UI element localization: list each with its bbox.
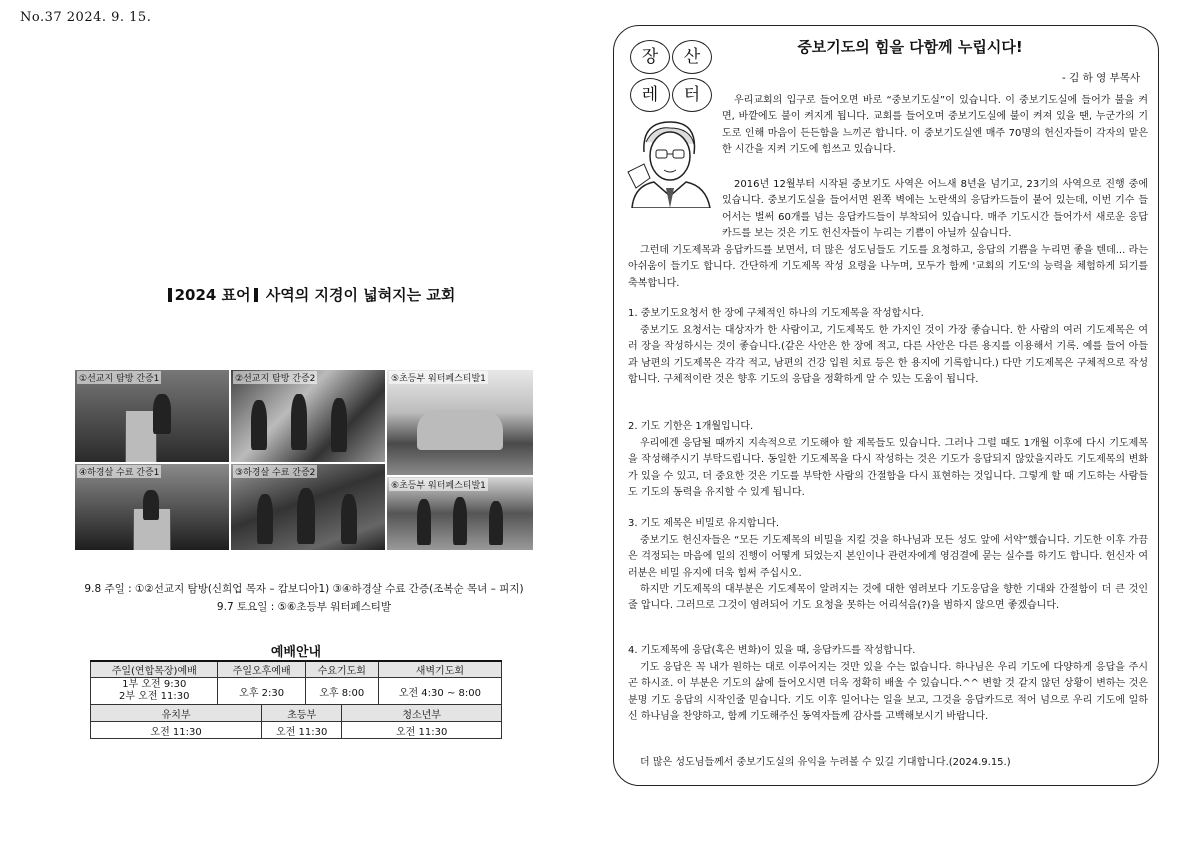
letter-author: - 김 하 영 부목사 [1062, 72, 1140, 84]
department-time: 오전 11:30 [91, 722, 262, 739]
worship-schedule-table [90, 640, 502, 739]
letter-paragraph: 우리에겐 응답될 때까지 지속적으로 기도해야 할 제목들도 있습니다. 그러나 그럴 때도 1개월 이후에 다시 기도제목을 작성해주시기 부탁드립니다. 동일한 기도제목을 다시 작성하는 것은 기도가 응답되지 않았을지라도 기도제목의 변화가 있을 수 있고, 더 중요한 것은 기도를 부탁한 사람의 간절함을 다시 표현하는 것입니다. 그렇게 할 때 기도하는 사람들도 기도의 동력을 유지할 수 있게 됩니다. [628, 438, 1148, 498]
letter-paragraph: 우리교회의 입구로 들어오면 바로 “중보기도실”이 있습니다. 이 중보기도실에 들어가 불을 켜면, 바깥에도 불이 켜지게 됩니다. 교회를 들어오며 중보기도실에 불이 켜져 있을 땐, 누군가의 기도로 인해 마음이 든든함을 느끼곤 합니다. 이 중보기도실엔 매주 70명의 헌신자들이 각자의 맡은 한 시간을 지켜 기도에 힘쓰고 있습니다. [722, 95, 1148, 155]
worship-header: 수요기도회 [305, 661, 378, 678]
worship-header: 주일오후예배 [218, 661, 305, 678]
motto-prefix: 2024 표어 [174, 286, 251, 304]
section-heading: 3. 기도 제목은 비밀로 유지합니다. [628, 518, 780, 529]
letter-paragraph: 중보기도 헌신자들은 “모든 기도제목의 비밀을 지킬 것을 하나님과 모든 성도 앞에 서약”했습니다. 기도한 이후 가끔은 걱정되는 마음에 일의 진행이 어떻게 되었는지 본인이나 관련자에게 영검결에 묻는 실수를 하기도 합니다. 헌신자 여러분은 비밀 유지에 더욱 힘써 주십시오. [628, 535, 1148, 579]
photo-2 [231, 370, 385, 462]
photo-caption: ①선교지 탐방 간증1 [77, 371, 161, 384]
worship-time: 오후 8:00 [305, 678, 378, 705]
photo-caption: ③하경살 수료 간증2 [233, 465, 317, 478]
photo-5 [231, 464, 385, 550]
badge-char: 장 [630, 40, 670, 74]
worship-header: 새벽기도회 [378, 661, 501, 678]
badge-char: 터 [672, 78, 712, 112]
photo-6 [387, 477, 533, 550]
badge-char: 산 [672, 40, 712, 74]
worship-time: 1부 오전 9:30 2부 오전 11:30 [91, 678, 218, 705]
letter-paragraph: 그런데 기도제목과 응답카드를 보면서, 더 많은 성도님들도 기도를 요청하고, 응답의 기쁨을 누리면 좋을 텐데... 라는 아쉬움이 들기도 합니다. 간단하게 기도제목 작성 요령을 나누며, 모두가 함께 '교회의 기도'의 능력을 체험하게 되기를 축복합니다. [628, 245, 1148, 289]
department-header: 유치부 [91, 705, 262, 722]
department-header: 초등부 [262, 705, 342, 722]
worship-title: 예배안내 [91, 640, 502, 661]
worship-time: 오전 4:30 ~ 8:00 [378, 678, 501, 705]
photo-1 [75, 370, 229, 462]
department-header: 청소년부 [342, 705, 502, 722]
issue-number: No.37 2024. 9. 15. [20, 10, 152, 25]
letter-paragraph: 2016년 12월부터 시작된 중보기도 사역은 어느새 8년을 넘기고, 23기의 사역으로 진행 중에 있습니다. 중보기도실을 들어서면 왼쪽 벽에는 노란색의 응답카드들이 붙어 있는데, 이번 기수 들어서는 벌써 60개를 넘는 응답카드들이 부착되어 있습니다. 매주 기도시간 들어가서 새로운 응답카드를 보는 것은 기도 헌신자들이 누리는 기쁨이 아닐까 싶습니다. [722, 179, 1148, 239]
department-time: 오전 11:30 [262, 722, 342, 739]
photo-caption: ⑥초등부 워터페스티발1 [389, 478, 488, 491]
section-heading: 1. 중보기도요청서 한 장에 구체적인 하나의 기도제목을 작성합시다. [628, 308, 924, 319]
person-figure [297, 488, 315, 544]
author-portrait-illustration [624, 112, 716, 208]
person-figure [257, 494, 273, 544]
badge-char: 레 [630, 78, 670, 112]
letter-closing: 더 많은 성도님들께서 중보기도실의 유익을 누려볼 수 있길 기대합니다.(2024.9.15.) [640, 757, 1011, 768]
photo-caption: ④하경살 수료 간증1 [77, 465, 161, 478]
column-badge [630, 40, 716, 112]
photo-collage [75, 370, 533, 550]
caption-line-1: 9.8 주일 : ①②선교지 탐방(신희업 목자 – 캄보디아1) ③④하경살 수료 간증(조복순 목녀 – 피지) [84, 583, 524, 595]
person-figure [331, 398, 347, 452]
photo-captions [75, 580, 533, 616]
motto-bar-right [254, 288, 258, 302]
letter-paragraph: 하지만 기도제목의 대부분은 기도제목이 알려지는 것에 대한 염려보다 기도응답을 향한 기대와 간절함이 더 큰 것인 줄 압니다. 그러므로 그것이 염려되어 기도 요청을 못하는 어리석음(?)을 범하지 않으면 좋겠습니다. [628, 584, 1148, 612]
person-figure [341, 494, 357, 544]
inflatable-slide [417, 410, 503, 450]
section-heading: 4. 기도제목에 응답(혹은 변화)이 있을 때, 응답카드를 작성합니다. [628, 645, 916, 656]
department-time: 오전 11:30 [342, 722, 502, 739]
letter-paragraph: 중보기도 요청서는 대상자가 한 사람이고, 기도제목도 한 가지인 것이 가장 좋습니다. 한 사람의 여러 기도제목은 여러 장을 작성하시는 것이 좋습니다.(같은 사안은 한 장에 적고, 다른 사안은 다른 용지를 이용해서 기록. 예를 들어 아들과 남편의 기도제목은 각각 적고, 남편의 건강 입원 치료 등은 한 용지에 기록합니다.) 다만 기도제목은 구체적으로 작성합니다. 구체적이란 것은 향후 기도의 응답을 정확하게 알 수 있는 도움이 됩니다. [628, 325, 1148, 385]
section-heading: 2. 기도 기한은 1개월입니다. [628, 421, 754, 432]
child-figure [453, 497, 467, 545]
letter-title: 중보기도의 힘을 다함께 누립시다! [797, 38, 1023, 56]
photo-4 [75, 464, 229, 550]
church-motto [90, 284, 530, 305]
worship-header: 주일(연합목장)예배 [91, 661, 218, 678]
photo-3 [387, 370, 533, 475]
photo-caption: ⑤초등부 워터페스티발1 [389, 371, 488, 384]
motto-bar-left [168, 288, 172, 302]
person-figure [291, 394, 307, 450]
worship-time: 오후 2:30 [218, 678, 305, 705]
caption-line-2: 9.7 토요일 : ⑤⑥초등부 워터페스티발 [216, 601, 392, 613]
photo-caption: ②선교지 탐방 간증2 [233, 371, 317, 384]
speaker-figure [153, 394, 171, 434]
letter-paragraph: 기도 응답은 꼭 내가 원하는 대로 이루어지는 것만 있을 수는 없습니다. 하나님은 우리 기도에 다양하게 응답을 주시곤 하시죠. 이 부분은 기도의 삶에 들어오시면 더욱 정확히 배울 수 있습니다.^^ 변할 것 같지 않던 상황이 변하는 것은 분명 기도 응답의 시작인줄 믿습니다. 기도 이후 일어나는 일을 보고, 그것을 응답카드로 적어 넘으로 우리 기도에 일하신 하나님을 찬양하고, 함께 기도해주신 동역자들께 감사를 고백해보시기 바랍니다. [628, 662, 1148, 722]
child-figure [489, 501, 503, 545]
speaker-figure [143, 490, 159, 520]
motto-text: 사역의 지경이 넓혀지는 교회 [265, 286, 456, 304]
child-figure [417, 499, 431, 545]
person-figure [251, 400, 267, 450]
